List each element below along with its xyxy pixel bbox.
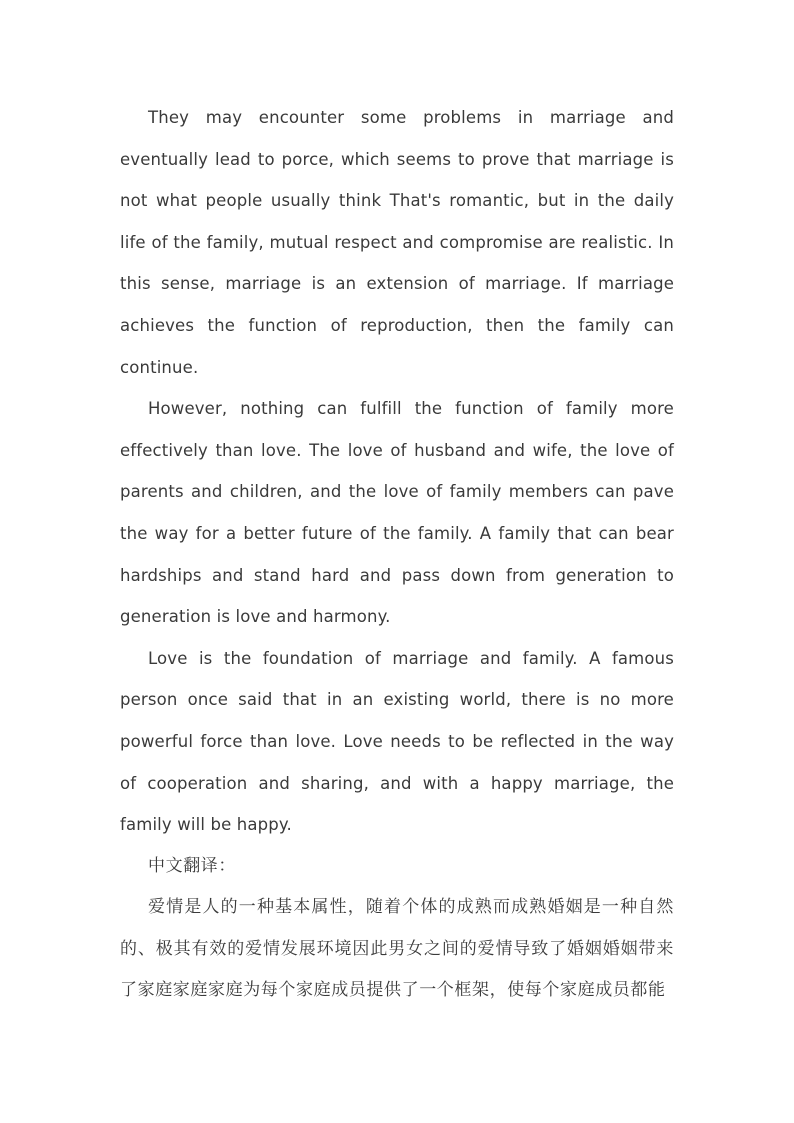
translation-paragraph: 爱情是人的一种基本属性，随着个体的成熟而成熟婚姻是一种自然的、极其有效的爱情发展环境因此男女之间的爱情导致了婚姻婚姻带来了家庭家庭家庭为每个家庭成员提供了一个框架，使每个家庭成员都能 xyxy=(120,897,674,1001)
paragraph-love-foundation: Love is the foundation of marriage and family. A famous person once said that in an existing world, there is no more powerful force than love. Love needs to be reflected in the way of cooperation and sharing, and with a happy marriage, the family will be happy. xyxy=(120,648,674,835)
translation-heading: 中文翻译： xyxy=(148,855,236,876)
document-body xyxy=(120,97,674,1012)
paragraph-love-function: However, nothing can fulfill the function of family more effectively than love. The love of husband and wife, the love of parents and children, and the love of family members can pave the way for a better future of the family. A family that can bear hardships and stand hard and pass down from generation to generation is love and harmony. xyxy=(120,399,674,627)
paragraph-marriage-problems: They may encounter some problems in marriage and eventually lead to porce, which seems to prove that marriage is not what people usually think That's romantic, but in the daily life of the family, mutual respect and compromise are realistic. In this sense, marriage is an extension of marriage. If marriage achieves the function of reproduction, then the family can continue. xyxy=(120,108,674,377)
